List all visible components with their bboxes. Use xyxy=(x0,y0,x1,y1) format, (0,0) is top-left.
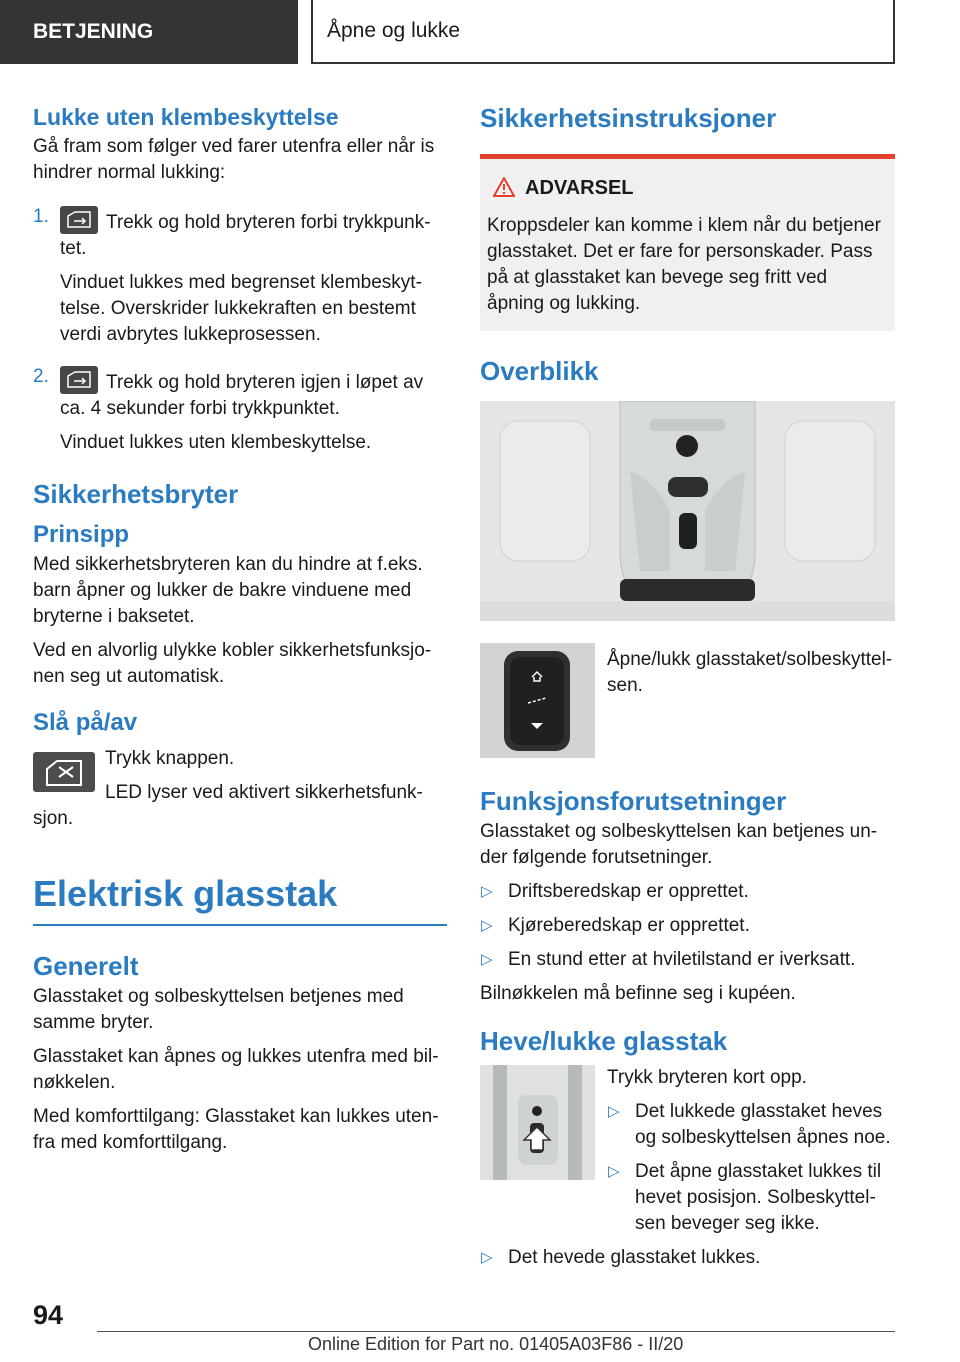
sla-paragraph-2-text: LED lyser ved aktivert sikkerhetsfunk-sjon. xyxy=(33,782,423,829)
heading-elektrisk-glasstak: Elektrisk glasstak xyxy=(33,873,338,914)
headliner-overview-image xyxy=(480,401,895,621)
prinsipp-paragraph-1: Med sikkerhetsbryteren kan du hindre at f.eks. barn åpner og lukker de bakre vinduene med bryterne i baksetet. xyxy=(33,554,423,627)
switch-figure xyxy=(480,643,895,783)
heading-lukke: Lukke uten klembeskyttelse xyxy=(33,104,339,130)
bullet-triangle-icon: ▷ xyxy=(608,1103,620,1120)
heve-item xyxy=(607,1159,895,1237)
prerequisite-item xyxy=(480,913,895,939)
step-1-label: Trekk og hold bryteren forbi trykkpunk-tet. xyxy=(60,212,431,259)
footer-rule xyxy=(97,1331,895,1332)
chapter-title: Åpne og lukke xyxy=(311,0,895,64)
nokkel-paragraph: Bilnøkkelen må befinne seg i kupéen. xyxy=(480,983,796,1004)
heve-block xyxy=(480,1065,895,1271)
intro-paragraph: Gå fram som følger ved farer utenfra eller når is hindrer normal lukking: xyxy=(33,136,435,183)
warning-title-text: ADVARSEL xyxy=(525,177,634,199)
warning-text: Kroppsdeler kan komme i klem når du betjener glasstaket. Det er fare for personskader. Pass på at glasstaket kan bevege seg fritt ved åpning og lukking. xyxy=(487,215,881,314)
bullet-triangle-icon: ▷ xyxy=(608,1163,620,1180)
heve-item xyxy=(607,1099,895,1151)
roof-switch-image xyxy=(480,643,595,758)
sla-paragraph-2 xyxy=(33,780,448,832)
heading-rule xyxy=(33,924,447,926)
page-number: 94 xyxy=(33,1300,64,1330)
step-1-sub: Vinduet lukkes med begrenset klembeskyt-telse. Overskrider lukkekraften en bestemt verdi avbrytes lukkeprosessen. xyxy=(60,272,422,345)
sla-paragraph-1: Trykk knappen. xyxy=(105,748,235,769)
heading-sla-pa-av: Slå på/av xyxy=(33,709,138,736)
prerequisite-text: Driftsberedskap er opprettet. xyxy=(508,881,749,902)
heve-item-text: Det åpne glasstaket lukkes til hevet posisjon. Solbeskyttel-sen beveger seg ikke. xyxy=(635,1161,882,1234)
warning-triangle-icon xyxy=(493,177,515,203)
heve-item xyxy=(480,1245,895,1271)
step-number: 1. xyxy=(33,206,49,227)
prerequisite-item xyxy=(480,879,895,905)
heading-overblikk: Overblikk xyxy=(480,356,599,386)
heve-item-text: Det lukkede glasstaket heves og solbeskyttelsen åpnes noe. xyxy=(635,1101,891,1148)
step-2-text xyxy=(60,366,448,422)
left-column xyxy=(33,100,448,1164)
right-column xyxy=(480,100,895,1279)
generelt-paragraph-1: Glasstaket og solbeskyttelsen betjenes med samme bryter. xyxy=(33,986,404,1033)
safety-switch-icon xyxy=(33,752,95,792)
heading-heve-lukke: Heve/lukke glasstak xyxy=(480,1026,728,1056)
warning-title xyxy=(487,177,887,203)
heve-item-text: Det hevede glasstaket lukkes. xyxy=(508,1247,761,1268)
switch-caption: Åpne/lukk glasstaket/solbeskyttel-sen. xyxy=(607,649,893,696)
heading-sikkerhetsinstruksjoner: Sikkerhetsinstruksjoner xyxy=(480,103,777,133)
heve-paragraph: Trykk bryteren kort opp. xyxy=(607,1067,807,1088)
step-2-label: Trekk og hold bryteren igjen i løpet av ca. 4 sekunder forbi trykkpunktet. xyxy=(60,372,424,419)
section-tab: BETJENING xyxy=(0,0,298,64)
funk-paragraph: Glasstaket og solbeskyttelsen kan betjenes un-der følgende forutsetninger. xyxy=(480,821,878,868)
step-2-sub: Vinduet lukkes uten klembeskyttelse. xyxy=(60,432,372,453)
bullet-triangle-icon: ▷ xyxy=(481,917,493,934)
prerequisite-list xyxy=(480,879,895,973)
step-number: 2. xyxy=(33,366,49,387)
prerequisite-text: En stund etter at hviletilstand er iverksatt. xyxy=(508,949,856,970)
roof-raise-image xyxy=(480,1065,595,1180)
step-1 xyxy=(33,206,448,348)
prerequisite-item xyxy=(480,947,895,973)
generelt-paragraph-2: Glasstaket kan åpnes og lukkes utenfra med bil-nøkkelen. xyxy=(33,1046,439,1093)
window-switch-icon xyxy=(60,366,98,394)
step-1-text xyxy=(60,206,448,262)
heading-funksjonsforutsetninger: Funksjonsforutsetninger xyxy=(480,786,787,816)
bullet-triangle-icon: ▷ xyxy=(481,883,493,900)
bullet-triangle-icon: ▷ xyxy=(481,951,493,968)
warning-box xyxy=(480,154,895,331)
heading-sikkerhetsbryter: Sikkerhetsbryter xyxy=(33,479,239,509)
window-switch-icon xyxy=(60,206,98,234)
safety-switch-block xyxy=(33,746,448,832)
prerequisite-text: Kjøreberedskap er opprettet. xyxy=(508,915,750,936)
prinsipp-paragraph-2: Ved en alvorlig ulykke kobler sikkerhetsfunksjo-nen seg ut automatisk. xyxy=(33,640,432,687)
generelt-paragraph-3: Med komforttilgang: Glasstaket kan lukkes uten-fra med komforttilgang. xyxy=(33,1106,439,1153)
step-2 xyxy=(33,366,448,456)
bullet-triangle-icon: ▷ xyxy=(481,1249,493,1266)
edition-note: Online Edition for Part no. 01405A03F86 - II/20 xyxy=(308,1334,684,1354)
heading-generelt: Generelt xyxy=(33,951,139,981)
heading-prinsipp: Prinsipp xyxy=(33,521,130,548)
